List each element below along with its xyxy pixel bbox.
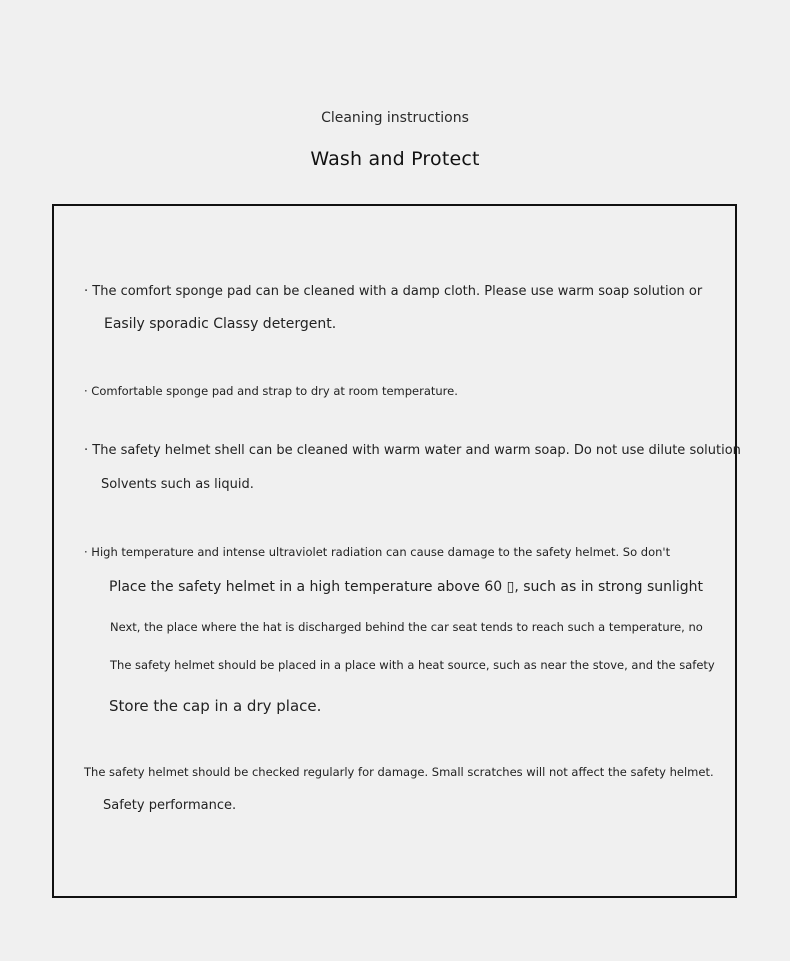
instruction-4-line-2: Place the safety helmet in a high temperature above 60 ▯, such as in strong sunlight	[109, 579, 704, 595]
instruction-2-line-1: · Comfortable sponge pad and strap to dry at room temperature.	[84, 384, 458, 398]
section-subtitle: Cleaning instructions	[321, 110, 469, 126]
instruction-5-line-1: The safety helmet should be checked regularly for damage. Small scratches will not affect the safety helmet.	[84, 765, 714, 779]
instruction-1-line-2: Easily sporadic Classy detergent.	[104, 316, 337, 332]
instruction-3-line-1: · The safety helmet shell can be cleaned with warm water and warm soap. Do not use dilute solution	[84, 443, 741, 458]
instruction-1-line-1: · The comfort sponge pad can be cleaned with a damp cloth. Please use warm soap solution or	[84, 284, 703, 299]
page-title: Wash and Protect	[310, 148, 480, 170]
instruction-4-line-3: Next, the place where the hat is discharged behind the car seat tends to reach such a temperature, no	[110, 620, 703, 634]
instruction-5-line-2: Safety performance.	[103, 798, 237, 813]
instruction-4-line-4: The safety helmet should be placed in a place with a heat source, such as near the stove, and the safety	[110, 658, 715, 672]
instruction-4-line-5: Store the cap in a dry place.	[109, 697, 322, 715]
instruction-3-line-2: Solvents such as liquid.	[101, 477, 254, 492]
instruction-4-line-1: · High temperature and intense ultraviolet radiation can cause damage to the safety helmet. So don't	[84, 545, 671, 559]
